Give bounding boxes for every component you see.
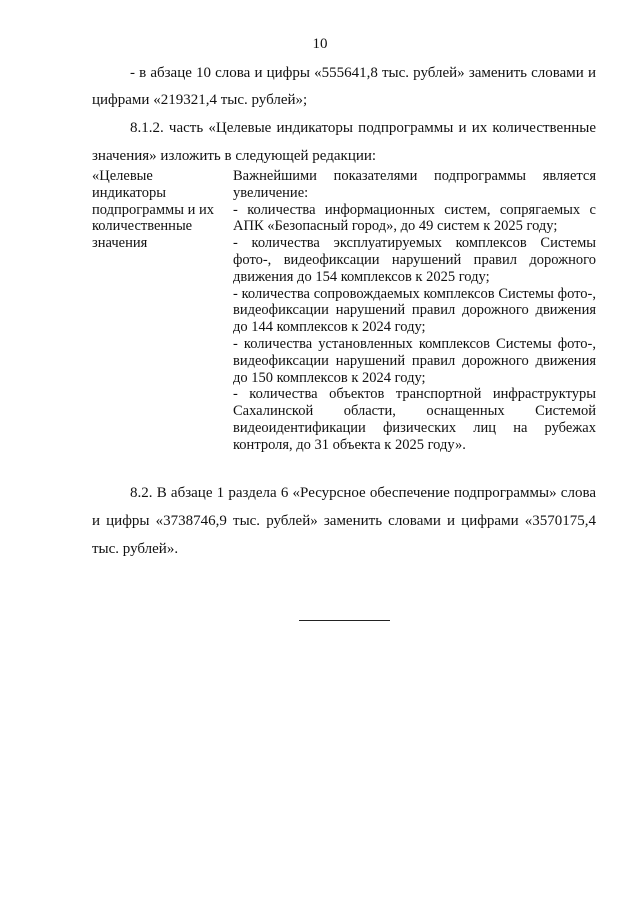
- paragraph-resource-change: 8.2. В абзаце 1 раздела 6 «Ресурсное обеспечение подпрограммы» слова и цифры «3738746,9 тыс. рублей» заменить словами и цифрами «3570175,4 тыс. рублей».: [92, 485, 596, 557]
- end-divider-line: [299, 620, 390, 621]
- indicators-table-label-cell: [92, 168, 224, 252]
- indicators-lead-in: Важнейшими показателями подпрограммы является увеличение:: [233, 168, 596, 201]
- indicator-item: - количества эксплуатируемых комплексов Системы фото-, видеофиксации нарушений правил дорожного движения до 154 комплексов к 2025 году;: [233, 235, 596, 285]
- indicator-item: - количества сопровождаемых комплексов Системы фото-, видеофиксации нарушений правил дорожного движения до 144 комплексов к 2024 году;: [233, 285, 596, 336]
- label-line: количественные: [92, 218, 193, 235]
- paragraph-budget-change: - в абзаце 10 слова и цифры «555641,8 тыс. рублей» заменить словами и цифрами «219321,4 тыс. рублей»;: [92, 65, 596, 108]
- indicators-table-value-cell: [233, 168, 596, 454]
- indicator-item: - количества установленных комплексов Системы фото-, видеофиксации нарушений правил дорожного движения до 150 комплексов к 2024 году;: [233, 335, 596, 386]
- indicator-item: - количества объектов транспортной инфраструктуры Сахалинской области, оснащенных Системой видеоидентификации физических лиц на рубежах контроля, до 31 объекта к 2025 году».: [233, 386, 596, 453]
- label-line: индикаторы: [92, 184, 166, 201]
- label-line: подпрограммы и их: [92, 201, 214, 218]
- paragraph-indicators-intro: 8.1.2. часть «Целевые индикаторы подпрограммы и их количественные значения» изложить в следующей редакции:: [92, 120, 596, 164]
- label-line: «Целевые: [92, 168, 153, 184]
- label-line: значения: [92, 235, 148, 252]
- page-number: 10: [312, 36, 328, 52]
- indicator-item: - количества информационных систем, сопрягаемых с АПК «Безопасный город», до 49 систем к 2025 году;: [233, 201, 596, 235]
